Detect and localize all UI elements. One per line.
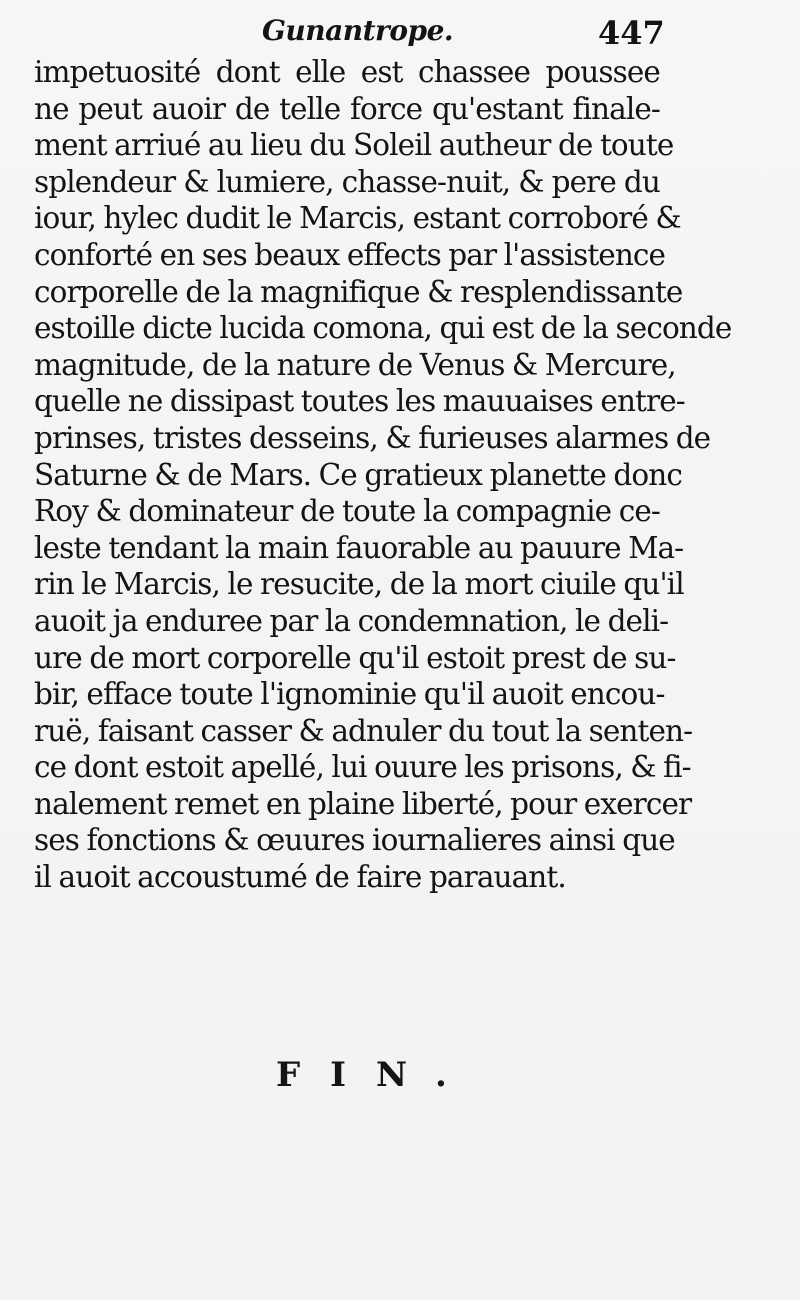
text-line: impetuosité dont elle est chassee poussee (34, 55, 660, 89)
text-line: prinses, tristes desseins, & furieuses alarmes de (34, 420, 711, 455)
text-line: ce dont estoit apellé, lui ouure les prisons, & fi- (34, 750, 691, 785)
text-line: conforté en ses beaux effects par l'assistence (34, 237, 666, 272)
text-line: rin le Marcis, le resucite, de la mort ciuile qu'il (34, 567, 684, 602)
text-line: iour, hylec dudit le Marcis, estant corroboré & (34, 201, 681, 236)
page-number: 447 (598, 14, 665, 52)
text-line: ne peut auoir de telle force qu'estant finale- (34, 91, 660, 126)
text-line: auoit ja enduree par la condemnation, le deli- (34, 603, 669, 638)
body-text (34, 54, 732, 896)
text-line: Roy & dominateur de toute la compagnie ce- (34, 494, 660, 529)
text-line: corporelle de la magnifique & resplendissante (34, 274, 683, 309)
finis-colophon: FIN. (276, 1055, 477, 1095)
text-line-last: il auoit accoustumé de faire parauant. (34, 860, 566, 895)
text-line: estoille dicte lucida comona, qui est de la seconde (34, 311, 732, 346)
text-line: leste tendant la main fauorable au pauure Ma- (34, 530, 684, 565)
text-line: magnitude, de la nature de Venus & Mercure, (34, 347, 676, 382)
text-line: bir, efface toute l'ignominie qu'il auoit encou- (34, 677, 665, 712)
text-line: nalement remet en plaine liberté, pour exercer (34, 786, 692, 821)
text-line: ses fonctions & œuures iournalieres ainsi que (34, 823, 675, 858)
text-line: ment arriué au lieu du Soleil autheur de toute (34, 128, 674, 163)
text-line: splendeur & lumiere, chasse-nuit, & pere du (34, 164, 660, 199)
text-line: quelle ne dissipast toutes les mauuaises entre- (34, 384, 685, 419)
text-line: ruë, faisant casser & adnuler du tout la senten- (34, 713, 693, 748)
text-line: Saturne & de Mars. Ce gratieux planette donc (34, 457, 682, 492)
text-line: ure de mort corporelle qu'il estoit prest de su- (34, 640, 676, 675)
running-head: Gunantrope. (262, 14, 454, 47)
